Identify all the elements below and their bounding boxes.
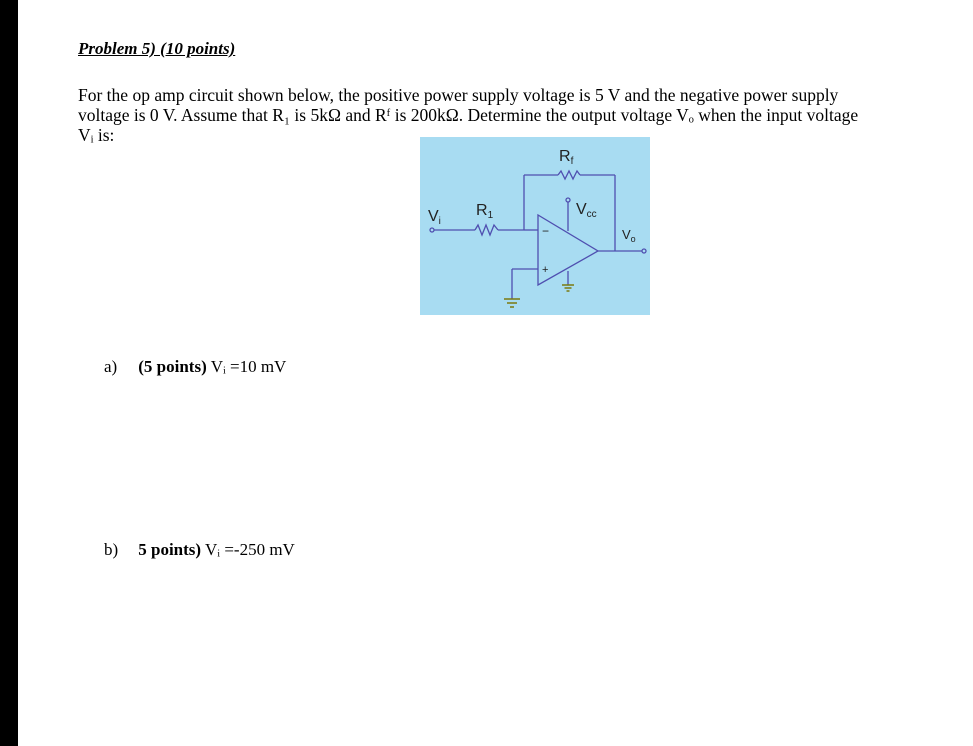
plus-sign: + (542, 264, 549, 276)
r1-label: R1 (476, 202, 494, 221)
vi-label: Vi (428, 208, 441, 227)
part-a-points: (5 points) (138, 357, 207, 376)
minus-sign: − (542, 224, 550, 238)
statement-line-2: voltage is 0 V. Assume that R₁ is 5kΩ and Rᶠ is 200kΩ. Determine the output voltage Vₒ when the input voltage (78, 105, 859, 125)
statement-line-3: Vᵢ is: (78, 125, 115, 145)
vcc-label: Vcc (576, 201, 597, 220)
vo-label: $V_o$ (622, 227, 636, 244)
problem-statement (78, 85, 973, 145)
part-b (104, 540, 295, 560)
op-amp-circuit-diagram (420, 137, 650, 315)
problem-heading: Problem 5) (10 points) (78, 39, 236, 58)
left-border-bar (0, 0, 18, 746)
part-b-label: b) (104, 540, 119, 559)
part-a (104, 357, 286, 377)
part-b-points: 5 points) (138, 540, 202, 559)
rf-label: Rf (559, 148, 574, 167)
part-b-expression: Vᵢ =-250 mV (205, 540, 295, 559)
part-a-expression: Vᵢ =10 mV (210, 357, 287, 376)
statement-line-1: For the op amp circuit shown below, the positive power supply voltage is 5 V and the negative power supply (78, 85, 839, 105)
part-a-label: a) (104, 357, 118, 376)
